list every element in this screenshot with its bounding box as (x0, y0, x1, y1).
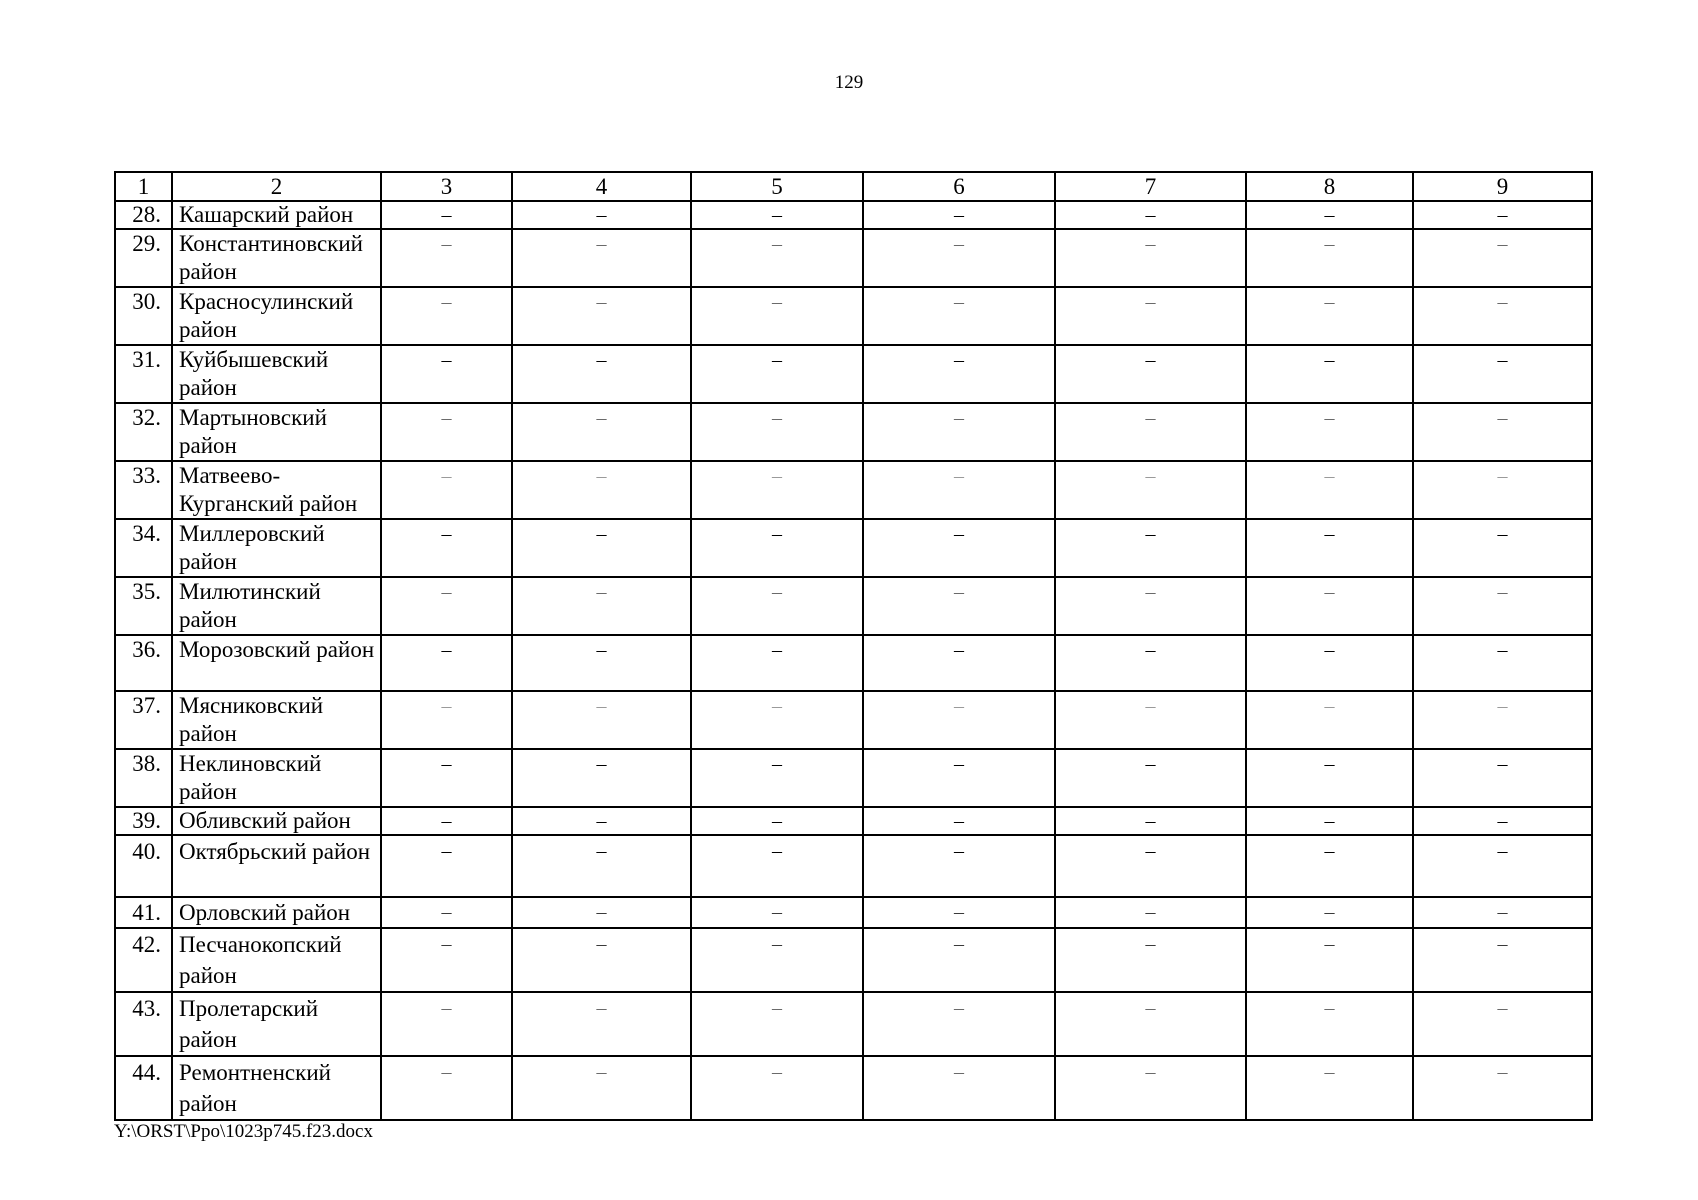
district-name: Милютинский район (172, 577, 381, 635)
value-cell: – (1413, 577, 1592, 635)
value-cell: – (691, 577, 863, 635)
value-cell: – (691, 1056, 863, 1120)
value-cell: – (1246, 835, 1413, 897)
value-cell: – (691, 749, 863, 807)
value-cell: – (1246, 229, 1413, 287)
table-row (115, 403, 1592, 461)
value-cell: – (512, 345, 691, 403)
row-number: 35. (115, 577, 172, 635)
district-name: Ремонтненский район (172, 1056, 381, 1120)
value-cell: – (1246, 691, 1413, 749)
district-name: Кашарский район (172, 201, 381, 229)
value-cell: – (691, 835, 863, 897)
value-cell: – (1246, 928, 1413, 992)
value-cell: – (512, 835, 691, 897)
value-cell: – (381, 635, 512, 691)
value-cell: – (1055, 461, 1246, 519)
column-header: 2 (172, 172, 381, 201)
row-number: 40. (115, 835, 172, 897)
value-cell: – (1246, 403, 1413, 461)
value-cell: – (691, 201, 863, 229)
table-row (115, 691, 1592, 749)
value-cell: – (381, 403, 512, 461)
row-number: 44. (115, 1056, 172, 1120)
column-header: 6 (863, 172, 1055, 201)
column-header: 5 (691, 172, 863, 201)
column-header: 7 (1055, 172, 1246, 201)
value-cell: – (691, 807, 863, 835)
value-cell: – (381, 992, 512, 1056)
value-cell: – (381, 928, 512, 992)
district-name: Пролетарский район (172, 992, 381, 1056)
district-name: Песчанокопский район (172, 928, 381, 992)
value-cell: – (1055, 835, 1246, 897)
value-cell: – (1413, 749, 1592, 807)
table-row (115, 577, 1592, 635)
value-cell: – (512, 992, 691, 1056)
district-name: Обливский район (172, 807, 381, 835)
value-cell: – (1246, 807, 1413, 835)
value-cell: – (1246, 897, 1413, 928)
value-cell: – (512, 749, 691, 807)
district-name: Матвеево-Курганский район (172, 461, 381, 519)
value-cell: – (1055, 897, 1246, 928)
row-number: 37. (115, 691, 172, 749)
value-cell: – (1055, 1056, 1246, 1120)
value-cell: – (863, 577, 1055, 635)
value-cell: – (1055, 807, 1246, 835)
value-cell: – (512, 897, 691, 928)
value-cell: – (1413, 229, 1592, 287)
value-cell: – (1413, 1056, 1592, 1120)
value-cell: – (512, 229, 691, 287)
table-row (115, 201, 1592, 229)
value-cell: – (863, 807, 1055, 835)
value-cell: – (381, 461, 512, 519)
value-cell: – (1413, 345, 1592, 403)
value-cell: – (691, 345, 863, 403)
value-cell: – (1246, 577, 1413, 635)
value-cell: – (1413, 807, 1592, 835)
row-number: 39. (115, 807, 172, 835)
table-row (115, 345, 1592, 403)
value-cell: – (1055, 201, 1246, 229)
district-name: Неклиновский район (172, 749, 381, 807)
value-cell: – (1413, 461, 1592, 519)
table-row (115, 1056, 1592, 1120)
value-cell: – (1413, 897, 1592, 928)
table-body (115, 201, 1592, 1120)
value-cell: – (1055, 691, 1246, 749)
value-cell: – (381, 807, 512, 835)
row-number: 34. (115, 519, 172, 577)
column-header: 1 (115, 172, 172, 201)
value-cell: – (691, 928, 863, 992)
value-cell: – (691, 461, 863, 519)
value-cell: – (863, 897, 1055, 928)
value-cell: – (691, 287, 863, 345)
value-cell: – (381, 749, 512, 807)
table-row (115, 287, 1592, 345)
table-header-row (115, 172, 1592, 201)
value-cell: – (863, 287, 1055, 345)
value-cell: – (863, 835, 1055, 897)
value-cell: – (1055, 345, 1246, 403)
column-header: 4 (512, 172, 691, 201)
district-name: Миллеровский район (172, 519, 381, 577)
table-row (115, 928, 1592, 992)
value-cell: – (512, 635, 691, 691)
value-cell: – (512, 928, 691, 992)
value-cell: – (1246, 461, 1413, 519)
district-name: Орловский район (172, 897, 381, 928)
value-cell: – (1246, 519, 1413, 577)
row-number: 36. (115, 635, 172, 691)
value-cell: – (863, 229, 1055, 287)
value-cell: – (863, 992, 1055, 1056)
column-header: 8 (1246, 172, 1413, 201)
value-cell: – (863, 691, 1055, 749)
value-cell: – (512, 287, 691, 345)
row-number: 32. (115, 403, 172, 461)
value-cell: – (381, 897, 512, 928)
value-cell: – (863, 519, 1055, 577)
value-cell: – (1246, 635, 1413, 691)
value-cell: – (1246, 992, 1413, 1056)
value-cell: – (381, 835, 512, 897)
value-cell: – (1413, 835, 1592, 897)
row-number: 33. (115, 461, 172, 519)
value-cell: – (863, 928, 1055, 992)
value-cell: – (691, 403, 863, 461)
value-cell: – (381, 201, 512, 229)
footer-file-path: Y:\ORST\Ppo\1023p745.f23.docx (114, 1121, 373, 1142)
row-number: 31. (115, 345, 172, 403)
value-cell: – (512, 201, 691, 229)
district-name: Мартыновский район (172, 403, 381, 461)
value-cell: – (1055, 928, 1246, 992)
value-cell: – (691, 635, 863, 691)
table-row (115, 749, 1592, 807)
value-cell: – (863, 403, 1055, 461)
value-cell: – (1055, 287, 1246, 345)
district-name: Морозовский район (172, 635, 381, 691)
value-cell: – (691, 519, 863, 577)
value-cell: – (1055, 992, 1246, 1056)
value-cell: – (863, 461, 1055, 519)
column-header: 3 (381, 172, 512, 201)
value-cell: – (1413, 992, 1592, 1056)
row-number: 30. (115, 287, 172, 345)
value-cell: – (863, 201, 1055, 229)
value-cell: – (863, 749, 1055, 807)
value-cell: – (1055, 519, 1246, 577)
value-cell: – (512, 403, 691, 461)
table-row (115, 992, 1592, 1056)
column-header: 9 (1413, 172, 1592, 201)
value-cell: – (381, 345, 512, 403)
value-cell: – (1246, 201, 1413, 229)
value-cell: – (381, 287, 512, 345)
table-row (115, 897, 1592, 928)
table-row (115, 461, 1592, 519)
table-row (115, 835, 1592, 897)
value-cell: – (691, 691, 863, 749)
value-cell: – (512, 691, 691, 749)
row-number: 42. (115, 928, 172, 992)
value-cell: – (1413, 403, 1592, 461)
value-cell: – (512, 519, 691, 577)
value-cell: – (1413, 928, 1592, 992)
table-row (115, 807, 1592, 835)
table-row (115, 229, 1592, 287)
district-name: Октябрьский район (172, 835, 381, 897)
value-cell: – (1413, 635, 1592, 691)
table-row (115, 635, 1592, 691)
page-number: 129 (834, 72, 864, 93)
row-number: 38. (115, 749, 172, 807)
row-number: 29. (115, 229, 172, 287)
value-cell: – (381, 1056, 512, 1120)
value-cell: – (1246, 287, 1413, 345)
row-number: 43. (115, 992, 172, 1056)
district-name: Красносулинский район (172, 287, 381, 345)
value-cell: – (1246, 1056, 1413, 1120)
value-cell: – (863, 1056, 1055, 1120)
value-cell: – (381, 691, 512, 749)
value-cell: – (381, 229, 512, 287)
value-cell: – (863, 635, 1055, 691)
value-cell: – (381, 577, 512, 635)
value-cell: – (512, 1056, 691, 1120)
value-cell: – (1055, 229, 1246, 287)
district-name: Мясниковский район (172, 691, 381, 749)
value-cell: – (691, 897, 863, 928)
value-cell: – (1055, 577, 1246, 635)
value-cell: – (381, 519, 512, 577)
value-cell: – (691, 992, 863, 1056)
value-cell: – (863, 345, 1055, 403)
row-number: 28. (115, 201, 172, 229)
table-row (115, 519, 1592, 577)
value-cell: – (512, 807, 691, 835)
value-cell: – (1413, 519, 1592, 577)
value-cell: – (1055, 749, 1246, 807)
value-cell: – (691, 229, 863, 287)
value-cell: – (1246, 345, 1413, 403)
value-cell: – (1055, 635, 1246, 691)
value-cell: – (1413, 691, 1592, 749)
value-cell: – (1055, 403, 1246, 461)
district-name: Константиновский район (172, 229, 381, 287)
district-name: Куйбышевский район (172, 345, 381, 403)
value-cell: – (512, 461, 691, 519)
value-cell: – (1246, 749, 1413, 807)
value-cell: – (512, 577, 691, 635)
data-table (114, 171, 1593, 1121)
row-number: 41. (115, 897, 172, 928)
value-cell: – (1413, 287, 1592, 345)
value-cell: – (1413, 201, 1592, 229)
